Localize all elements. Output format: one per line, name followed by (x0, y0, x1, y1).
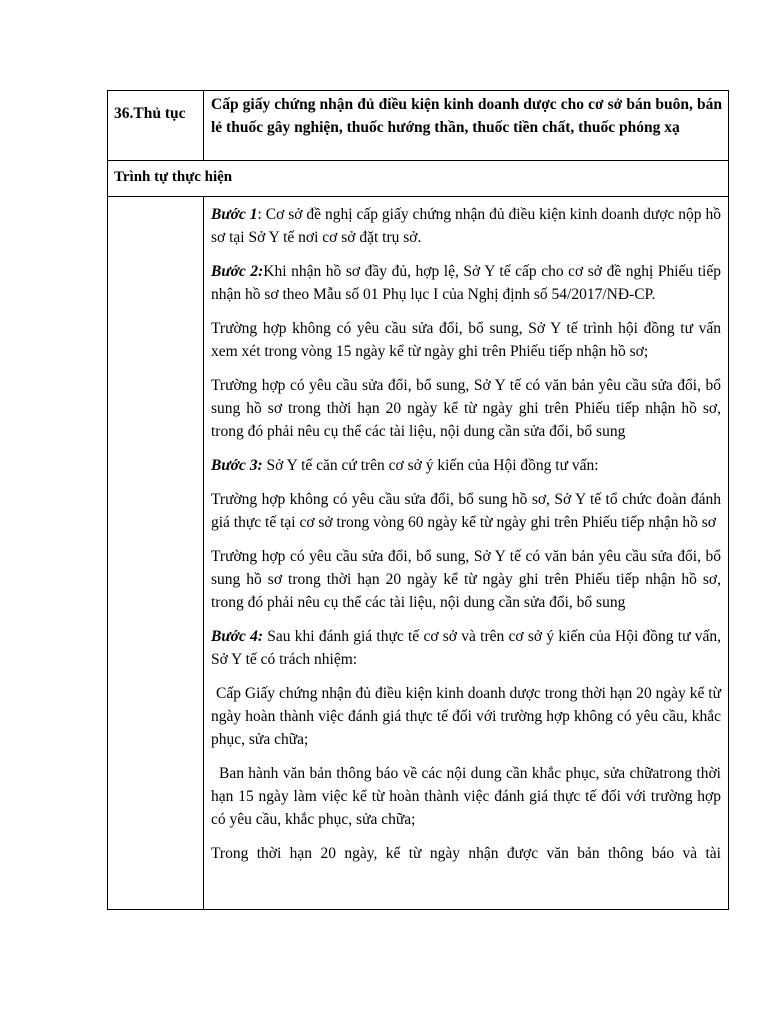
step-4-deadline-paragraph: Trong thời hạn 20 ngày, kể từ ngày nhận được văn bản thông báo và tài (211, 845, 721, 862)
step-4-paragraph (211, 625, 721, 671)
step-2-change-paragraph: Trường hợp có yêu cầu sửa đổi, bổ sung, Sở Y tế có văn bản yêu cầu sửa đổi, bổ sung hồ sơ trong thời hạn 20 ngày kể từ ngày ghi trên Phiếu tiếp nhận hồ sơ, trong đó phải nêu cụ thể các tài liệu, nội dung cần sửa đổi, bổ sung (211, 377, 721, 440)
step-1-text: : Cơ sở đề nghị cấp giấy chứng nhận đủ điều kiện kinh doanh dược nộp hồ sơ tại Sở Y tế nơi cơ sở đặt trụ sở. (211, 206, 721, 246)
step-2-label: Bước 2: (211, 263, 264, 280)
step-1-label: Bước 1 (211, 206, 258, 223)
step-4-notice-paragraph: Ban hành văn bản thông báo về các nội dung cần khắc phục, sửa chữatrong thời hạn 15 ngày làm việc kể từ hoàn thành việc đánh giá thực tế đối với trường hợp có yêu cầu, khắc phục, sửa chữa; (211, 765, 721, 828)
step-3-paragraph (211, 454, 721, 477)
section-title: Trình tự thực hiện (108, 161, 729, 197)
step-2-paragraph (211, 260, 721, 306)
step-3-no-change-paragraph: Trường hợp không có yêu cầu sửa đổi, bổ sung hồ sơ, Sở Y tế tổ chức đoàn đánh giá thực tế tại cơ sở trong vòng 60 ngày kể từ ngày ghi trên Phiếu tiếp nhận hồ sơ (211, 491, 721, 531)
content-row (108, 197, 729, 910)
step-4-label: Bước 4: (211, 628, 263, 645)
procedure-number-cell: 36.Thủ tục (108, 91, 204, 161)
steps-cell (204, 197, 729, 910)
step-4-issue-paragraph: Cấp Giấy chứng nhận đủ điều kiện kinh doanh dược trong thời hạn 20 ngày kể từ ngày hoàn thành việc đánh giá thực tế đối với trường hợp không có yêu cầu, khắc phục, sửa chữa; (211, 685, 721, 748)
step-3-text: Sở Y tế căn cứ trên cơ sở ý kiến của Hội đồng tư vấn: (262, 457, 599, 474)
step-3-change-paragraph: Trường hợp có yêu cầu sửa đổi, bổ sung, Sở Y tế có văn bản yêu cầu sửa đổi, bổ sung hồ sơ trong thời hạn 20 ngày kể từ ngày ghi trên Phiếu tiếp nhận hồ sơ, trong đó phải nêu cụ thể các tài liệu, nội dung cần sửa đổi, bổ sung (211, 548, 721, 611)
step-4-text: Sau khi đánh giá thực tế cơ sở và trên cơ sở ý kiến của Hội đồng tư vấn, Sở Y tế có trách nhiệm: (211, 628, 722, 668)
step-2-no-change-paragraph: Trường hợp không có yêu cầu sửa đổi, bổ sung, Sở Y tế trình hội đồng tư vấn xem xét trong vòng 15 ngày kể từ ngày ghi trên Phiếu tiếp nhận hồ sơ; (211, 320, 721, 360)
step-2-text: Khi nhận hồ sơ đầy đủ, hợp lệ, Sở Y tế cấp cho cơ sở đề nghị Phiếu tiếp nhận hồ sơ theo Mẫu số 01 Phụ lục I của Nghị định số 54/2017/NĐ-CP. (211, 263, 721, 303)
procedure-title-cell: Cấp giấy chứng nhận đủ điều kiện kinh doanh dược cho cơ sở bán buôn, bán lẻ thuốc gây nghiện, thuốc hướng thần, thuốc tiền chất, thuốc phóng xạ (204, 91, 729, 161)
step-1-paragraph (211, 203, 721, 249)
header-row (108, 91, 729, 161)
empty-left-cell (108, 197, 204, 910)
section-row (108, 161, 729, 197)
step-3-label: Bước 3: (211, 457, 263, 474)
procedure-table (107, 90, 729, 910)
